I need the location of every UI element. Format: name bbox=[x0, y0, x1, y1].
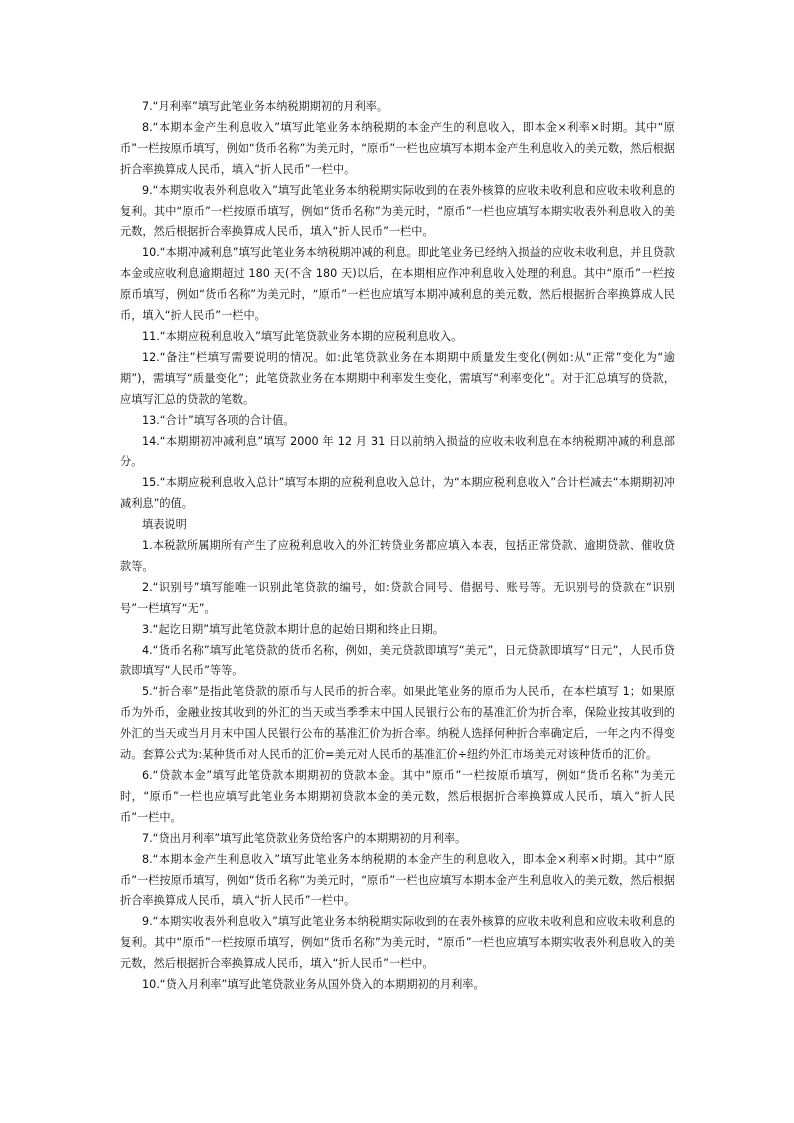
note-item-9-off-balance-interest: 9.“本期实收表外利息收入”填写此笔业务本纳税期实际收到的在表外核算的应收未收利息和应收未收利息的复利。其中“原币”一栏按原币填写，例如“货币名称”为美元时，“原币”一栏也应填写本期实收表外利息收入的美元数，然后根据折合率换算成人民币，填入“折人民币”一栏中。 bbox=[120, 915, 675, 971]
instruction-item-15-taxable-total: 15.“本期应税利息收入总计”填写本期的应税利息收入总计，为“本期应税利息收入”合计栏减去“本期期初冲减利息”的值。 bbox=[120, 476, 675, 511]
note-item-10-borrowing-rate: 10.“贷入月利率”填写此笔贷款业务从国外贷入的本期期初的月利率。 bbox=[142, 978, 485, 992]
note-item-2-identifier: 2.“识别号”填写能唯一识别此笔贷款的编号，如:贷款合同号、借据号、账号等。无识别号的贷款在“识别号”一栏填写“无”。 bbox=[120, 580, 675, 615]
instruction-item-10-offset-interest: 10.“本期冲减利息”填写此笔业务本纳税期冲减的利息。即此笔业务已经纳入损益的应收未收利息，并且贷款本金或应收利息逾期超过 180 天(不含 180 天)以后，在本期相应作冲利息收入处理的利息。其中“原币”一栏按原币填写，例如“货币名称”为美元时，“原币”一栏也应填写本期冲减利息的美元数，然后根据折合率换算成人民币，填入“折人民币”一栏中。 bbox=[120, 246, 675, 323]
instruction-item-14-initial-offset: 14.“本期期初冲减利息”填写 2000 年 12 月 31 日以前纳入损益的应收未收利息在本纳税期冲减的利息部分。 bbox=[120, 434, 675, 469]
note-item-6-principal: 6.“贷款本金”填写此笔贷款本期期初的贷款本金。其中“原币”一栏按原币填写，例如“货币名称”为美元时，“原币”一栏也应填写此笔业务本期期初贷款本金的美元数，然后根据折合率换算成人民币，填入“折人民币”一栏中。 bbox=[120, 769, 675, 824]
instruction-item-11-taxable-interest: 11.“本期应税利息收入”填写此笔贷款业务本期的应税利息收入。 bbox=[142, 329, 463, 343]
note-item-7-lending-rate: 7.“贷出月利率”填写此笔贷款业务贷给客户的本期期初的月利率。 bbox=[142, 831, 467, 845]
section-heading-filling-notes: 填表说明 bbox=[142, 518, 187, 532]
instruction-item-9-off-balance-interest: 9.“本期实收表外利息收入”填写此笔业务本纳税期实际收到的在表外核算的应收未收利息和应收未收利息的复利。其中“原币”一栏按原币填写，例如“货币名称”为美元时，“原币”一栏也应填写本期实收表外利息收入的美元数，然后根据折合率换算成人民币，填入“折人民币”一栏中。 bbox=[120, 183, 675, 239]
note-item-5-exchange-rate: 5.“折合率”是指此笔贷款的原币与人民币的折合率。如果此笔业务的原币为人民币，在本栏填写 1；如果原币为外币，金融业按其收到的外汇的当天或当季季末中国人民银行公布的基准汇价为折合率，保险业按其收到的外汇的当天或当月月末中国人民银行公布的基准汇价为折合率。纳税人选择何种折合率确定后，一年之内不得变动。套算公式为:某种货币对人民币的汇价=美元对人民币的基准汇价÷纽约外汇市场美元对该种货币的汇价。 bbox=[120, 685, 675, 762]
note-item-1-scope: 1.本税款所属期所有产生了应税利息收入的外汇转贷业务都应填入本表，包括正常贷款、逾期贷款、催收贷款等。 bbox=[120, 539, 675, 573]
instruction-item-8-principal-interest: 8.“本期本金产生利息收入”填写此笔业务本纳税期的本金产生的利息收入，即本金×利率×时期。其中“原币”一栏按原币填写，例如“货币名称”为美元时，“原币”一栏也应填写本期本金产生利息收入的美元数，然后根据折合率换算成人民币，填入“折人民币”一栏中。 bbox=[120, 120, 675, 176]
instruction-item-12-remarks: 12.“备注”栏填写需要说明的情况。如:此笔贷款业务在本期期中质量发生变化(例如:从“正常”变化为“逾期”)，需填写“质量变化”；此笔贷款业务在本期期中利率发生变化，需填写“利率变化”。对于汇总填写的贷款，应填写汇总的贷款的笔数。 bbox=[120, 350, 675, 406]
note-item-8-principal-interest: 8.“本期本金产生利息收入”填写此笔业务本纳税期的本金产生的利息收入，即本金×利率×时期。其中“原币”一栏按原币填写，例如“货币名称”为美元时，“原币”一栏也应填写本期本金产生利息收入的美元数，然后根据折合率换算成人民币，填入“折人民币”一栏中。 bbox=[120, 852, 675, 908]
note-item-4-currency: 4.“货币名称”填写此笔贷款的货币名称，例如，美元贷款即填写“美元”，日元贷款即填写“日元”，人民币贷款即填写“人民币”等等。 bbox=[120, 643, 675, 678]
instruction-item-7-monthly-rate: 7.“月利率”填写此笔业务本纳税期期初的月利率。 bbox=[142, 100, 389, 113]
note-item-3-dates: 3.“起讫日期”填写此笔贷款本期计息的起始日期和终止日期。 bbox=[142, 622, 444, 636]
document-page bbox=[120, 97, 675, 996]
instruction-item-13-total: 13.“合计”填写各项的合计值。 bbox=[142, 413, 295, 427]
